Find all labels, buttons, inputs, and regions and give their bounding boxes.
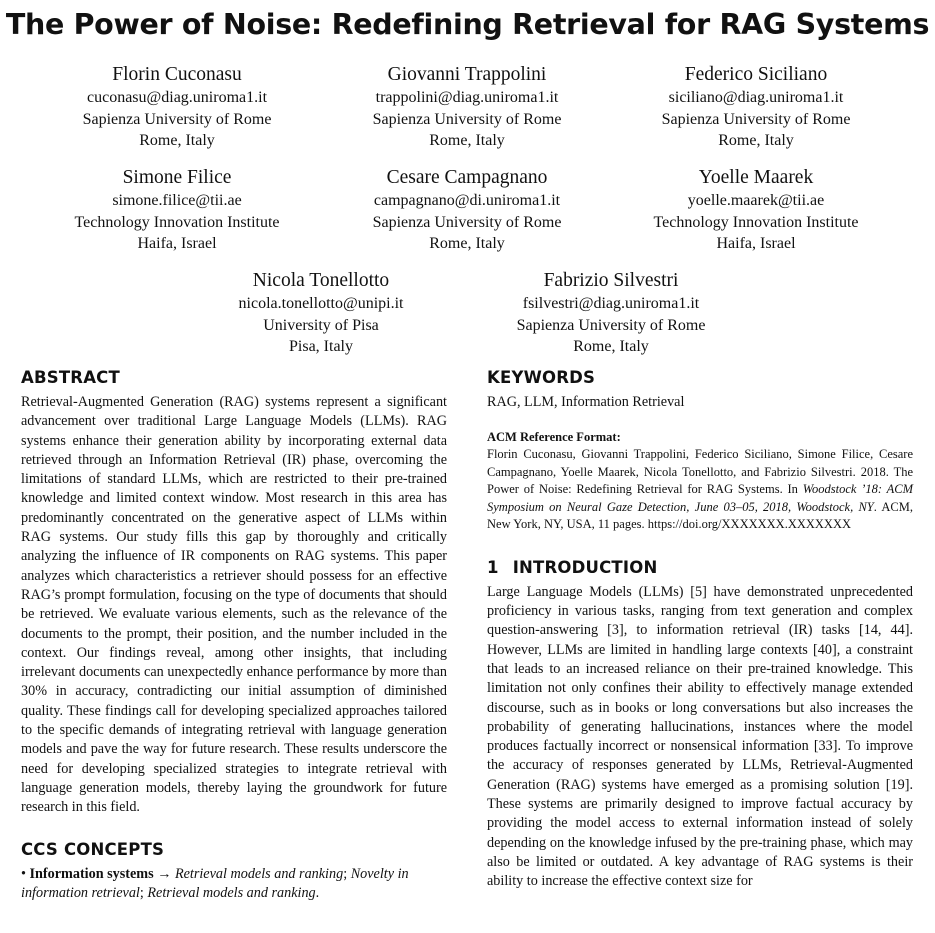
author-location: Rome, Italy xyxy=(573,338,649,355)
author-email[interactable]: fsilvestri@diag.uniroma1.it xyxy=(522,295,700,312)
ccs-concept: Retrieval models and ranking xyxy=(147,884,316,901)
author-name: Nicola Tonellotto xyxy=(252,270,390,291)
right-column xyxy=(487,368,913,892)
author-email[interactable]: nicola.tonellotto@unipi.it xyxy=(238,295,404,312)
section-title: INTRODUCTION xyxy=(512,557,658,577)
section-number: 1 xyxy=(487,557,499,577)
author-name: Fabrizio Silvestri xyxy=(543,270,679,291)
author-name: Giovanni Trappolini xyxy=(387,64,547,85)
author-name: Federico Siciliano xyxy=(684,64,828,85)
acm-reference-text xyxy=(487,446,913,534)
author-location: Pisa, Italy xyxy=(289,338,353,355)
author-name: Yoelle Maarek xyxy=(698,167,814,188)
author-email[interactable]: trappolini@diag.uniroma1.it xyxy=(375,89,559,106)
author-block xyxy=(196,269,446,358)
author-name: Simone Filice xyxy=(122,167,232,188)
author-affiliation: Sapienza University of Rome xyxy=(372,110,562,128)
author-block xyxy=(486,269,736,358)
keywords-heading: KEYWORDS xyxy=(487,368,596,387)
paper-title: The Power of Noise: Redefining Retrieval for RAG Systems xyxy=(5,8,930,41)
author-email[interactable]: campagnano@di.uniroma1.it xyxy=(373,192,561,209)
author-location: Haifa, Israel xyxy=(137,235,217,252)
ccs-concept: Retrieval models and ranking xyxy=(174,865,344,882)
ccs-end: . xyxy=(315,884,320,901)
author-block xyxy=(631,63,881,152)
ccs-concept: Novelty in information retrieval xyxy=(21,865,409,901)
ccs-category: Information systems xyxy=(29,865,154,882)
keywords-text: RAG, LLM, Information Retrieval xyxy=(487,394,685,410)
author-location: Rome, Italy xyxy=(718,132,794,149)
author-block xyxy=(52,63,302,152)
acm-reference-heading: ACM Reference Format: xyxy=(487,430,621,445)
author-affiliation: Sapienza University of Rome xyxy=(661,110,851,128)
author-affiliation: Technology Innovation Institute xyxy=(74,213,280,231)
ccs-concepts xyxy=(21,865,447,904)
left-column xyxy=(21,368,447,903)
author-location: Haifa, Israel xyxy=(716,235,796,252)
author-block xyxy=(342,63,592,152)
author-email[interactable]: siciliano@diag.uniroma1.it xyxy=(668,89,844,106)
author-location: Rome, Italy xyxy=(429,235,505,252)
author-name: Florin Cuconasu xyxy=(112,64,242,85)
author-affiliation: Technology Innovation Institute xyxy=(653,213,859,231)
author-name: Cesare Campagnano xyxy=(386,167,548,188)
ccs-bullet: • xyxy=(21,865,26,882)
author-email[interactable]: simone.filice@tii.ae xyxy=(112,192,242,209)
author-affiliation: Sapienza University of Rome xyxy=(516,316,706,334)
introduction-text: Large Language Models (LLMs) [5] have demonstrated unprecedented proficiency in various tasks, ranging from text generation and complex question-answering [3], to information retrieval (IR) tasks [14, 44]. However, LLMs are limited in handling large contexts [40], a constraint that leads to an increased reliance on their pre-trained knowledge. This limitation not only confines their ability to effectively manage extended discourse, such as in books or long conversations but also increases the probability of generating hallucinations, instances where the model produces factually incorrect or nonsensical information [33]. To improve the accuracy of responses generated by LLMs, Retrieval-Augmented Generation (RAG) systems have emerged as a promising solution [19]. These systems are primarily designed to improve factual accuracy by providing the model access to external information instead of solely depending on the knowledge infused by the pre-training phase, which may also be limited or outdated. A key advantage of RAG systems is their ability to increase the effective context size for xyxy=(487,583,913,890)
author-block xyxy=(42,166,312,255)
acm-reference-venue: Woodstock ’18: ACM Symposium on Neural Gaze Detection, June 03–05, 2018, Woodstock, NY xyxy=(487,482,913,514)
acm-reference-authors: Florin Cuconasu, Giovanni Trappolini, Federico Siciliano, Simone Filice, Cesare Campagnano, Yoelle Maarek, Nicola Tonellotto, and Fabrizio Silvestri. 2018. The Power of Noise: Redefining Retrieval for RAG Systems. In xyxy=(487,447,913,497)
author-affiliation: Sapienza University of Rome xyxy=(82,110,272,128)
author-block xyxy=(621,166,891,255)
ccs-separator: ; xyxy=(343,865,348,882)
author-block xyxy=(342,166,592,255)
acm-reference-doi[interactable]: . ACM, New York, NY, USA, 11 pages. https://doi.org/XXXXXXX.XXXXXXX xyxy=(487,499,913,532)
ccs-heading: CCS CONCEPTS xyxy=(21,839,165,859)
author-location: Rome, Italy xyxy=(429,132,505,149)
abstract-heading: ABSTRACT xyxy=(21,368,120,387)
ccs-separator: ; xyxy=(139,884,144,901)
author-affiliation: Sapienza University of Rome xyxy=(372,213,562,231)
ccs-arrow: → xyxy=(157,865,172,882)
introduction-heading xyxy=(487,558,913,577)
author-affiliation: University of Pisa xyxy=(263,316,379,334)
author-email[interactable]: cuconasu@diag.uniroma1.it xyxy=(86,89,268,106)
author-email[interactable]: yoelle.maarek@tii.ae xyxy=(687,192,825,209)
author-location: Rome, Italy xyxy=(139,132,215,149)
abstract-text: Retrieval-Augmented Generation (RAG) systems represent a significant advancement over traditional Large Language Models (LLMs). RAG systems enhance their generation ability by incorporating external data retrieved through an Information Retrieval (IR) phase, overcoming the limitations of standard LLMs, which are restricted to their pre-trained knowledge and limited context window. Most research in this area has predominantly concentrated on the generative aspect of LLMs within RAG systems. Our study fills this gap by thoroughly and critically analyzing the influence of IR components on RAG systems. This paper analyzes which characteristics a retriever should possess for an effective RAG’s prompt formulation, focusing on the type of documents that should be retrieved. We evaluate various elements, such as the relevance of the documents to the prompt, their position, and the number included in the context. Our findings reveal, among other insights, that including irrelevant documents can unexpectedly enhance performance by more than 30% in accuracy, contradicting our initial assumption of diminished quality. These findings call for developing specialized approaches tailored to the specific demands of integrating retrieval with language generation models and pave the way for future research. These results underscore the need for developing specialized strategies to integrate retrieval with language generation models, thereby laying the groundwork for future research in this field. xyxy=(21,394,447,816)
